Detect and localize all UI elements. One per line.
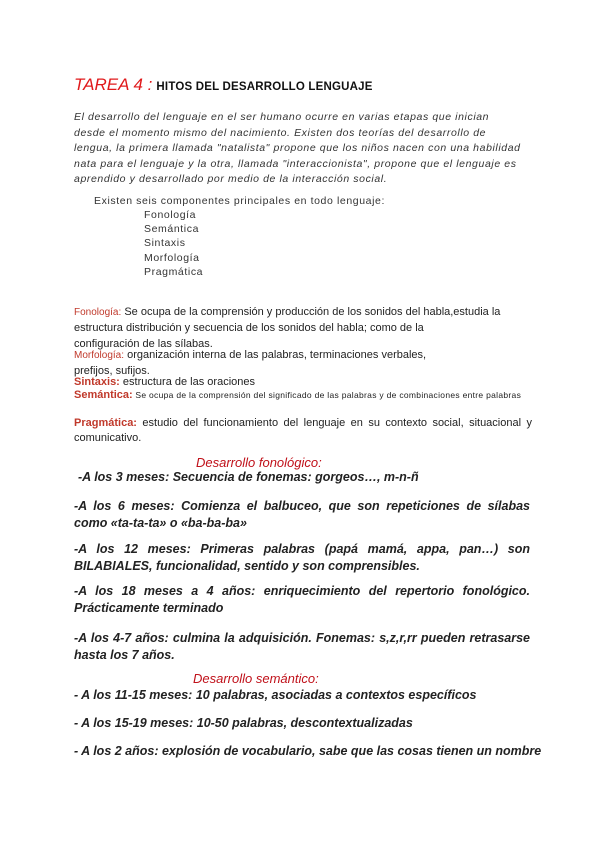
definition-sintaxis [74, 375, 532, 390]
list-item: -A los 18 meses a 4 años: enriquecimiento del repertorio fonológico. Prácticamente terminado [74, 584, 530, 615]
page-title [74, 75, 373, 95]
definition-label: Morfología: [74, 350, 125, 361]
list-item: - A los 15-19 meses: 10-50 palabras, descontextualizadas [74, 716, 413, 730]
semantic-heading: Desarrollo semántico: [193, 671, 319, 686]
title-text: HITOS DEL DESARROLLO LENGUAJE [156, 81, 373, 93]
list-item: -A los 12 meses: Primeras palabras (papá mamá, appa, pan…) son BILABIALES, funcionalidad, sentido y son comprensibles. [74, 542, 530, 573]
list-item: Pragmática [144, 265, 204, 278]
definition-label: Pragmática: [74, 417, 137, 429]
intro-paragraph: El desarrollo del lenguaje en el ser humano ocurre en varias etapas que inician desde el momento mismo del nacimiento. Existen dos teorías del desarrollo de lengua, la primera llamada "natalista" propone que los niños nacen con una habilidad nata para el lenguaje y la otra, llamada "interaccionista", propone que el lenguaje es aprendido y desarrollado por medio de la interacción social. [74, 111, 521, 185]
components-intro: Existen seis componentes principales en todo lenguaje: [94, 195, 385, 207]
list-item: -A los 4-7 años: culmina la adquisición. Fonemas: s,z,r,rr pueden retrasarse hasta los 7 años. [74, 631, 530, 662]
list-item: - A los 11-15 meses: 10 palabras, asociadas a contextos específicos [74, 688, 477, 702]
list-item: Fonología [144, 209, 197, 221]
definition-label: Sintaxis: [74, 376, 120, 388]
list-item: - A los 2 años: explosión de vocabulario, sabe que las cosas tienen un nombre [74, 744, 542, 758]
definition-semantica [74, 389, 532, 401]
definition-fonologia [74, 305, 532, 352]
definition-text: Se ocupa de la comprensión y producción de los sonidos del habla,estudia la estructura distribución y secuencia de los sonidos del habla; como de la [74, 306, 501, 334]
definition-label: Fonología: [74, 307, 122, 318]
definition-text: prefijos, sufijos. [74, 364, 150, 377]
components-list [144, 208, 203, 279]
definition-text: estructura de las oraciones [119, 376, 255, 388]
list-item: -A los 3 meses: Secuencia de fonemas: gorgeos…, m-n-ñ [78, 470, 419, 484]
phonological-heading: Desarrollo fonológico: [196, 455, 322, 470]
list-item: Semántica [144, 223, 200, 236]
definition-morfologia [74, 348, 532, 378]
list-item: -A los 6 meses: Comienza el balbuceo, que son repeticiones de sílabas como «ta-ta-ta» o «ba-ba-ba» [74, 499, 530, 530]
definition-text: configuración de las sílabas. [74, 338, 213, 350]
task-label: TAREA 4 : [74, 75, 153, 94]
definition-pragmatica [74, 416, 532, 445]
definition-label: Semántica: [74, 389, 133, 401]
list-item: Sintaxis [144, 237, 186, 250]
definition-text: estudio del funcionamiento del lenguaje en su contexto social, situacional y comunicativo. [74, 417, 532, 444]
list-item: Morfología [144, 251, 200, 264]
definition-text: Se ocupa de la comprensión del significado de las palabras y de combinaciones entre palabras [132, 390, 522, 400]
definition-text: organización interna de las palabras, terminaciones verbales, [124, 349, 427, 361]
